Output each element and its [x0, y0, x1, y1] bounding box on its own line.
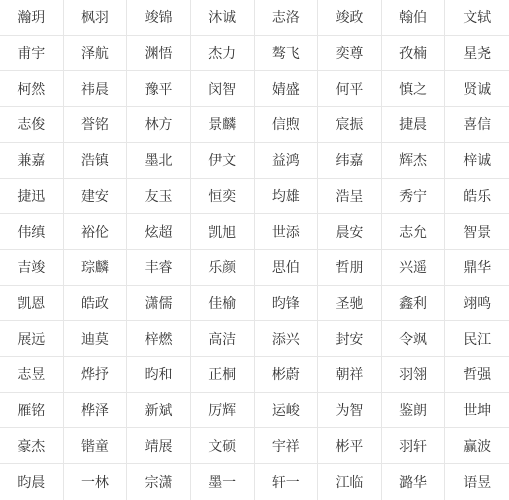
name-cell: 骜飞: [255, 36, 319, 72]
name-cell: 轩一: [255, 464, 319, 500]
name-cell: 兼嘉: [0, 143, 64, 179]
name-cell: 运峻: [255, 393, 319, 429]
name-cell: 展远: [0, 321, 64, 357]
name-cell: 皓乐: [445, 179, 509, 215]
name-cell: 高洁: [191, 321, 255, 357]
name-cell: 正桐: [191, 357, 255, 393]
name-cell: 新斌: [127, 393, 191, 429]
name-cell: 哲强: [445, 357, 509, 393]
name-cell: 语昱: [463, 474, 492, 491]
name-cell: 梓诚: [445, 143, 509, 179]
name-cell: 文轼: [445, 0, 509, 36]
name-cell: 令飒: [382, 321, 446, 357]
name-cell: 昀锋: [255, 286, 319, 322]
name-cell: 喜信: [445, 107, 509, 143]
name-cell: 桦泽: [64, 393, 128, 429]
name-cell: 吉竣: [0, 250, 64, 286]
name-cell: 捷迅: [0, 179, 64, 215]
name-cell: 文硕: [191, 428, 255, 464]
name-cell: 伟缜: [0, 214, 64, 250]
name-cell: 鉴朗: [382, 393, 446, 429]
name-cell: 迪莫: [64, 321, 128, 357]
name-cell: 羽翎: [382, 357, 446, 393]
name-cell: 为智: [318, 393, 382, 429]
name-cell: 朝祥: [318, 357, 382, 393]
name-cell: 圣驰: [318, 286, 382, 322]
name-cell: 恒奕: [191, 179, 255, 215]
name-cell: 鼎华: [445, 250, 509, 286]
name-cell: 烨抒: [64, 357, 128, 393]
name-cell: 祎晨: [64, 71, 128, 107]
name-cell: 浩呈: [318, 179, 382, 215]
name-cell: 甫宇: [0, 36, 64, 72]
name-cell: 丰睿: [127, 250, 191, 286]
name-cell: 哲朋: [318, 250, 382, 286]
name-cell: 沐诚: [191, 0, 255, 36]
name-cell: 羽轩: [382, 428, 446, 464]
name-cell: 琮麟: [64, 250, 128, 286]
name-cell: 景麟: [191, 107, 255, 143]
name-cell: 枫羽: [64, 0, 128, 36]
name-cell: 辉杰: [382, 143, 446, 179]
name-cell: 秀宁: [382, 179, 446, 215]
name-cell: 世坤: [445, 393, 509, 429]
name-cell: 梓燃: [127, 321, 191, 357]
name-cell: 豫平: [127, 71, 191, 107]
name-cell: 奕尊: [318, 36, 382, 72]
name-cell: 彬蔚: [255, 357, 319, 393]
name-cell: 皓政: [64, 286, 128, 322]
name-cell: 潞华: [382, 464, 446, 500]
name-cell: 建安: [64, 179, 128, 215]
name-cell: 伊文: [191, 143, 255, 179]
name-cell: 彬平: [318, 428, 382, 464]
name-cell: 翊鸣: [445, 286, 509, 322]
name-cell: 添兴: [255, 321, 319, 357]
name-cell: 宇祥: [255, 428, 319, 464]
name-cell: 锴童: [64, 428, 128, 464]
name-cell: 均雄: [255, 179, 319, 215]
name-cell: 闵智: [191, 71, 255, 107]
name-cell: 慎之: [382, 71, 446, 107]
name-cell: 雁铭: [0, 393, 64, 429]
name-cell: 乐颜: [191, 250, 255, 286]
name-cell: 昀和: [127, 357, 191, 393]
name-cell: 瀚玥: [0, 0, 64, 36]
name-cell: 宸振: [318, 107, 382, 143]
name-cell: 豪杰: [0, 428, 64, 464]
name-cell: 墨一: [191, 464, 255, 500]
name-cell: 佳榆: [191, 286, 255, 322]
name-cell: 纬嘉: [318, 143, 382, 179]
name-cell: 智景: [445, 214, 509, 250]
name-cell: 誉铭: [64, 107, 128, 143]
name-cell: 志洛: [255, 0, 319, 36]
name-cell: 宗潇: [127, 464, 191, 500]
name-cell: 炫超: [127, 214, 191, 250]
name-cell: 竣政: [318, 0, 382, 36]
name-cell: 益鸿: [255, 143, 319, 179]
name-cell: 孜楠: [382, 36, 446, 72]
name-cell: 晨安: [318, 214, 382, 250]
name-cell: 捷晨: [382, 107, 446, 143]
name-cell: 潇儒: [127, 286, 191, 322]
name-cell: 昀晨: [0, 464, 64, 500]
name-cell: 封安: [318, 321, 382, 357]
name-cell: 民江: [445, 321, 509, 357]
name-cell: 志昱: [0, 357, 64, 393]
name-cell: 靖展: [127, 428, 191, 464]
name-cell: 星尧: [445, 36, 509, 72]
name-cell: 泽航: [64, 36, 128, 72]
name-cell: 杰力: [191, 36, 255, 72]
name-cell: 世添: [255, 214, 319, 250]
name-cell: 信煦: [255, 107, 319, 143]
name-cell: 裕伦: [64, 214, 128, 250]
name-cell: 志俊: [0, 107, 64, 143]
name-cell: 志允: [382, 214, 446, 250]
name-cell: 赢波: [445, 428, 509, 464]
name-cell: 思伯: [255, 250, 319, 286]
name-cell: 一林: [64, 464, 128, 500]
name-cell: 翰伯: [382, 0, 446, 36]
name-cell: 何平: [318, 71, 382, 107]
name-cell: 凯旭: [191, 214, 255, 250]
name-cell: 凯恩: [0, 286, 64, 322]
name-cell: 贤诚: [445, 71, 509, 107]
name-cell: 兴遥: [382, 250, 446, 286]
name-cell: 江临: [318, 464, 382, 500]
name-cell: 墨北: [127, 143, 191, 179]
name-cell: 厉辉: [191, 393, 255, 429]
name-cell: 林方: [127, 107, 191, 143]
name-cell: 竣锦: [127, 0, 191, 36]
name-cell: 婧盛: [255, 71, 319, 107]
name-cell: 柯然: [0, 71, 64, 107]
name-cell: 浩镇: [64, 143, 128, 179]
name-cell: 渊悟: [127, 36, 191, 72]
name-cell: 鑫利: [382, 286, 446, 322]
name-cell: 友玉: [127, 179, 191, 215]
